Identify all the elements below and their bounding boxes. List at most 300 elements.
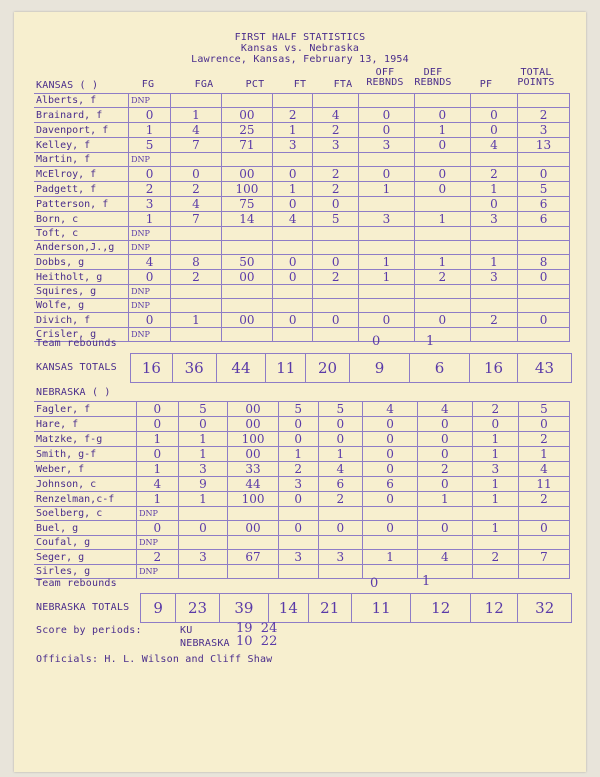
stat-fta: 2 [313,123,359,138]
stat-pct: 00 [221,108,272,123]
stat-pct: 14 [221,212,272,227]
score-by-periods-label: Score by periods: [36,625,142,636]
player-name: Born, c [34,212,129,227]
stat-pf [472,565,518,579]
stat-pct [228,507,279,521]
kansas-player-row [34,94,570,108]
stat-ft [272,94,312,108]
stat-pts: 7 [518,550,569,565]
nebraska-total-ft: 14 [269,594,308,623]
stat-off [359,285,415,299]
score-nu-label: NEBRASKA [180,638,230,649]
stat-fta: 0 [313,255,359,270]
stat-ft: 0 [278,432,318,447]
kansas-player-table [34,93,570,342]
stat-pf: 1 [472,432,518,447]
stat-fg: 3 [129,197,171,212]
stat-pf: 0 [470,108,517,123]
kansas-player-row [34,255,570,270]
kansas-player-row [34,313,570,328]
stat-pct [221,285,272,299]
stat-fg: 0 [129,108,171,123]
stat-fta: 4 [318,462,363,477]
stat-off: 1 [359,255,415,270]
stat-fga: 7 [171,138,222,153]
nebraska-player-row [34,550,570,565]
nebraska-player-row [34,462,570,477]
stat-pts: 13 [518,138,570,153]
nebraska-player-row [34,417,570,432]
stat-fga: 1 [171,108,222,123]
score-ku-values: 19 24 [236,621,278,636]
stat-fta: 3 [313,138,359,153]
kansas-team-rebounds-def: 1 [426,334,435,349]
stat-fga: 1 [171,313,222,328]
stat-off [363,536,418,550]
player-name: Dobbs, g [34,255,129,270]
player-name: Divich, f [34,313,129,328]
stat-def [414,153,470,167]
stat-ft [278,507,318,521]
stat-def: 0 [417,432,472,447]
stat-pct [228,536,279,550]
stat-off: 0 [359,167,415,182]
stat-pts [518,536,569,550]
stat-off [359,227,415,241]
player-name: Hare, f [34,417,137,432]
stat-pf [470,285,517,299]
stat-ft: 0 [272,270,312,285]
stat-ft [278,536,318,550]
stat-fg: DNP [129,241,171,255]
stat-off [359,299,415,313]
stat-ft [278,565,318,579]
stat-pct [228,565,279,579]
stat-fga [171,153,222,167]
stat-fg: DNP [137,536,179,550]
stat-fta: 0 [313,313,359,328]
player-name: Heitholt, g [34,270,129,285]
stat-fga [171,94,222,108]
stat-fga: 5 [178,402,228,417]
stat-pct: 75 [221,197,272,212]
stat-fga: 0 [171,167,222,182]
stat-pf: 3 [470,212,517,227]
stat-def [414,241,470,255]
nebraska-team-rebounds-off: 0 [370,576,379,591]
kansas-player-row [34,108,570,123]
player-name: Davenport, f [34,123,129,138]
nebraska-total-fta: 21 [308,594,351,623]
stat-fta: 2 [318,492,363,507]
stat-pct: 25 [221,123,272,138]
stat-def: 0 [417,477,472,492]
stat-pf: 1 [472,477,518,492]
stat-pct: 100 [228,492,279,507]
player-name: Kelley, f [34,138,129,153]
stat-fg: DNP [137,507,179,521]
stat-fg: 2 [137,550,179,565]
stat-fga: 1 [178,432,228,447]
nebraska-player-table [34,401,570,579]
stat-pf [470,153,517,167]
stat-off: 1 [359,270,415,285]
nebraska-player-row [34,402,570,417]
kansas-player-row [34,241,570,255]
player-name: Coufal, g [34,536,137,550]
stat-fga: 1 [178,492,228,507]
officials: Officials: H. L. Wilson and Cliff Shaw [36,654,273,665]
stat-fta: 2 [313,182,359,197]
kansas-total-pf: 16 [470,354,518,383]
stat-def [414,227,470,241]
kansas-team-rebounds-label: Team rebounds [36,338,117,349]
col-fg: FG [141,79,155,90]
stat-pts: 5 [518,182,570,197]
stat-off [363,507,418,521]
stat-pts: 0 [518,313,570,328]
nebraska-team-rebounds-label: Team rebounds [36,578,117,589]
stat-ft: 0 [272,167,312,182]
stat-def: 1 [414,123,470,138]
kansas-team-rebounds-off: 0 [372,334,381,349]
stat-def: 4 [417,402,472,417]
stat-def [414,197,470,212]
stat-pts [518,153,570,167]
stat-ft: 3 [272,138,312,153]
stat-fga: 4 [171,197,222,212]
stat-pf [472,536,518,550]
stat-pts: 2 [518,108,570,123]
stat-fga: 4 [171,123,222,138]
player-name: Toft, c [34,227,129,241]
stat-fg: DNP [129,328,171,342]
stat-fta: 5 [318,402,363,417]
kansas-total-fg: 16 [131,354,173,383]
stat-fga [178,536,228,550]
player-name: Wolfe, g [34,299,129,313]
stat-pf: 3 [470,270,517,285]
stat-def [414,299,470,313]
stat-ft: 3 [278,550,318,565]
stat-off [359,197,415,212]
stat-fg: 1 [137,492,179,507]
stat-pf: 1 [470,182,517,197]
stat-fga: 2 [171,182,222,197]
stat-off [359,328,415,342]
stat-fga: 1 [178,447,228,462]
nebraska-player-row [34,432,570,447]
stat-pf [470,94,517,108]
kansas-player-row [34,123,570,138]
player-name: Alberts, f [34,94,129,108]
stat-fg: 0 [129,270,171,285]
player-name: Squires, g [34,285,129,299]
stat-pf: 1 [472,521,518,536]
kansas-total-def: 6 [410,354,470,383]
stat-def: 2 [417,462,472,477]
stat-off: 1 [359,182,415,197]
stat-ft: 0 [272,197,312,212]
stat-fga [171,299,222,313]
stat-fga: 0 [178,417,228,432]
kansas-total-fga: 36 [172,354,216,383]
stat-ft: 1 [272,123,312,138]
stat-pf: 1 [470,255,517,270]
stat-pts: 0 [518,417,569,432]
stat-pts: 6 [518,212,570,227]
stat-pct [221,227,272,241]
stat-off: 0 [363,417,418,432]
stat-fg: DNP [129,153,171,167]
stat-fg: 4 [137,477,179,492]
stat-pct [221,94,272,108]
stat-pct [221,328,272,342]
stat-fga: 9 [178,477,228,492]
stat-fga [171,328,222,342]
col-fga: FGA [194,79,214,90]
stat-pf: 0 [470,123,517,138]
kansas-player-row [34,182,570,197]
stat-pts: 1 [518,447,569,462]
stat-off: 1 [363,550,418,565]
player-name: Martin, f [34,153,129,167]
player-name: Matzke, f-g [34,432,137,447]
stat-pct: 00 [228,447,279,462]
stat-fta [318,536,363,550]
stat-fta [318,565,363,579]
kansas-player-row [34,197,570,212]
stat-def [417,536,472,550]
stat-def: 0 [414,108,470,123]
stat-fta [313,227,359,241]
stat-pts: 5 [518,402,569,417]
stat-fta [318,507,363,521]
stat-fg: DNP [129,227,171,241]
stat-fg: DNP [137,565,179,579]
nebraska-player-row [34,507,570,521]
stat-fta [313,241,359,255]
stat-pf [472,507,518,521]
stat-pts: 6 [518,197,570,212]
stat-fg: 0 [137,521,179,536]
stat-fga [171,241,222,255]
player-name: Fagler, f [34,402,137,417]
stat-fta: 3 [318,550,363,565]
stat-pf [470,328,517,342]
stat-fta: 2 [313,167,359,182]
stat-def: 0 [414,313,470,328]
stat-pct: 00 [221,270,272,285]
stat-off: 0 [363,447,418,462]
stat-pct: 71 [221,138,272,153]
stat-pf: 2 [470,167,517,182]
player-name: Seger, g [34,550,137,565]
stat-pf: 2 [470,313,517,328]
stat-pts: 3 [518,123,570,138]
stat-ft [272,328,312,342]
stat-fta: 5 [313,212,359,227]
stat-off: 0 [363,492,418,507]
col-pf: PF [479,79,493,90]
nebraska-total-fga: 23 [176,594,219,623]
stat-ft: 1 [272,182,312,197]
player-name: Johnson, c [34,477,137,492]
stat-pct: 33 [228,462,279,477]
col-off-rebnds: OFF REBNDS [366,67,404,88]
stat-fg: 1 [129,123,171,138]
stat-fga: 0 [178,521,228,536]
stat-fga: 3 [178,550,228,565]
stat-pct: 00 [228,417,279,432]
col-def-rebnds: DEF REBNDS [414,67,452,88]
stat-pts [518,227,570,241]
nebraska-player-row [34,477,570,492]
stat-fta: 0 [318,417,363,432]
stat-fg: 0 [137,417,179,432]
stat-fg: 1 [137,462,179,477]
stat-pts: 2 [518,432,569,447]
stat-pct [221,153,272,167]
stat-ft: 5 [278,402,318,417]
stat-pts [518,328,570,342]
player-name: Brainard, f [34,108,129,123]
stat-pf: 3 [472,462,518,477]
stat-pf [470,299,517,313]
stat-off: 4 [363,402,418,417]
stat-fga [178,507,228,521]
score-nu-values: 10 22 [236,634,278,649]
stat-pf: 0 [470,197,517,212]
nebraska-player-row [34,492,570,507]
stat-pct: 00 [228,402,279,417]
stat-off: 0 [363,521,418,536]
nebraska-totals-row [140,593,572,623]
sheet-title: FIRST HALF STATISTICS [234,32,366,43]
stat-fg: DNP [129,299,171,313]
nebraska-team-rebounds-def: 1 [422,574,431,589]
col-pct: PCT [245,79,265,90]
stat-fta: 2 [313,270,359,285]
stat-fta [313,285,359,299]
stat-fta: 0 [318,521,363,536]
stat-pts: 2 [518,492,569,507]
kansas-totals-row [130,353,572,383]
nebraska-total-pts: 32 [518,594,572,623]
stat-fga: 2 [171,270,222,285]
stat-def: 0 [414,167,470,182]
nebraska-player-row [34,447,570,462]
stat-ft [272,299,312,313]
stat-off [359,153,415,167]
stat-pts: 0 [518,521,569,536]
stat-pts: 8 [518,255,570,270]
stat-ft [272,241,312,255]
player-name: Anderson,J.,g [34,241,129,255]
matchup: Kansas vs. Nebraska [240,43,360,54]
stat-fga: 3 [178,462,228,477]
stat-pct: 00 [221,313,272,328]
stat-pts: 11 [518,477,569,492]
player-name: Sirles, g [34,565,137,579]
stat-fga [171,227,222,241]
stat-fg: 4 [129,255,171,270]
stat-pts [518,285,570,299]
stat-fg: 0 [129,313,171,328]
stat-off: 0 [363,462,418,477]
stat-pf: 0 [472,417,518,432]
stat-ft: 3 [278,477,318,492]
player-name: Soelberg, c [34,507,137,521]
stat-pts [518,241,570,255]
stat-def: 2 [414,270,470,285]
stat-def: 0 [417,447,472,462]
kansas-total-off: 9 [349,354,409,383]
stat-ft [272,153,312,167]
kansas-player-row [34,153,570,167]
stat-ft: 0 [278,492,318,507]
stat-fga [178,565,228,579]
nebraska-total-pct: 39 [219,594,268,623]
stat-def: 0 [414,182,470,197]
player-name: Smith, g-f [34,447,137,462]
stat-fg: 5 [129,138,171,153]
player-name: Patterson, f [34,197,129,212]
stat-pts [518,565,569,579]
stat-pts [518,507,569,521]
stat-pct: 100 [228,432,279,447]
stat-off: 3 [359,212,415,227]
player-name: Crisler, g [34,328,129,342]
kansas-total-pct: 44 [216,354,266,383]
stat-off: 0 [363,432,418,447]
stat-ft [272,285,312,299]
stat-fga [171,285,222,299]
player-name: Weber, f [34,462,137,477]
kansas-player-row [34,138,570,153]
stat-def: 1 [414,255,470,270]
nebraska-total-fg: 9 [141,594,176,623]
stat-def: 0 [417,417,472,432]
stat-fta [313,328,359,342]
stat-pts: 0 [518,167,570,182]
stat-pf [470,227,517,241]
col-total-points: TOTAL POINTS [517,67,555,88]
stat-pf: 2 [472,402,518,417]
stat-pts [518,94,570,108]
stat-pts: 0 [518,270,570,285]
stat-def: 0 [414,138,470,153]
stat-fg: DNP [129,94,171,108]
stat-pct: 44 [228,477,279,492]
kansas-player-row [34,167,570,182]
nebraska-player-row [34,565,570,579]
stat-ft [272,227,312,241]
stat-fta [313,153,359,167]
stat-def: 1 [414,212,470,227]
stat-sheet [14,12,586,772]
stat-pf: 4 [470,138,517,153]
stat-fta: 6 [318,477,363,492]
stat-pct [221,299,272,313]
stat-fg: 0 [137,402,179,417]
stat-ft: 4 [272,212,312,227]
stat-fg: DNP [129,285,171,299]
stat-ft: 1 [278,447,318,462]
stat-pct: 50 [221,255,272,270]
stat-pf: 1 [472,447,518,462]
stat-fg: 2 [129,182,171,197]
